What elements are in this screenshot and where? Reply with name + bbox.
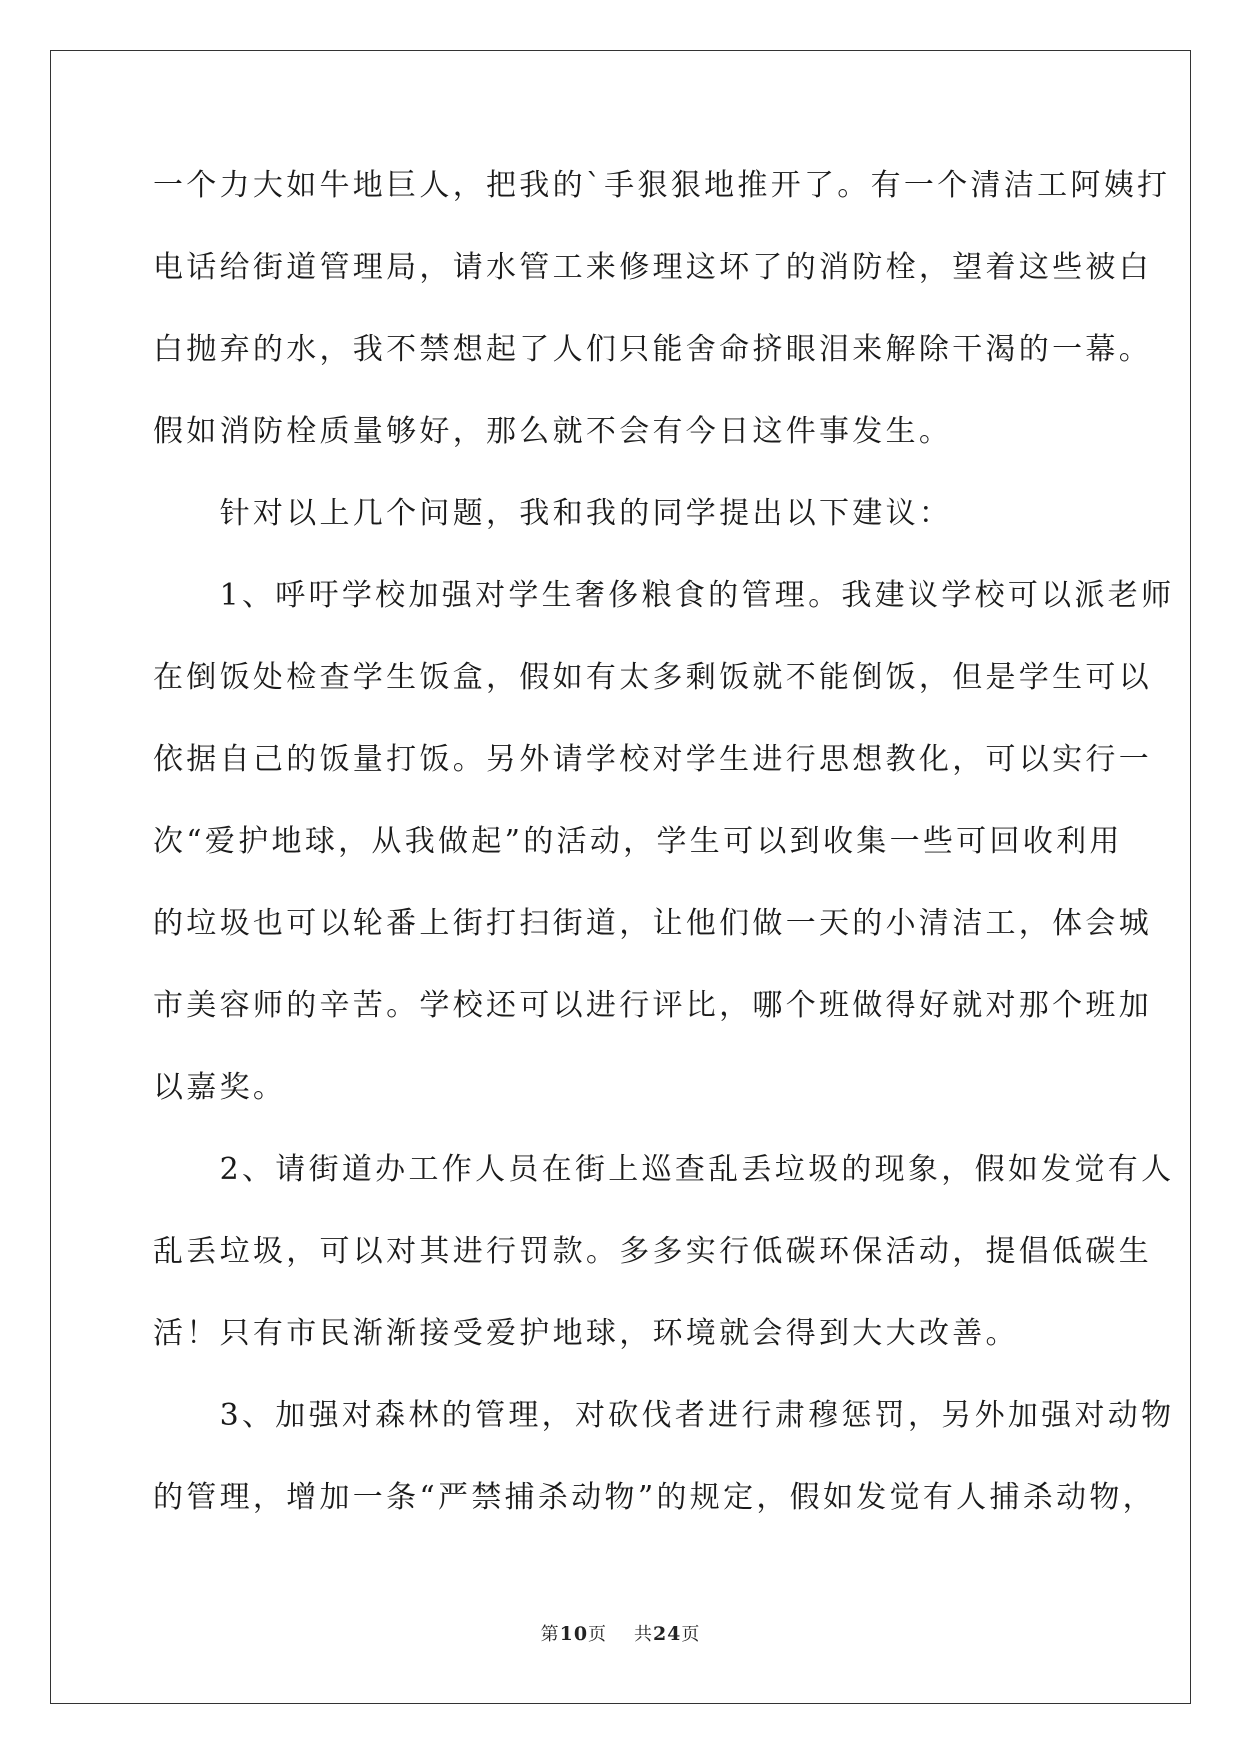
text-line: 电话给街道管理局，请水管工来修理这坏了的消防栓，望着这些被白 (153, 250, 1152, 285)
text-line: 一个力大如牛地巨人，把我的`手狠狠地推开了。有一个清洁工阿姨打 (153, 168, 1171, 203)
text-line: 的垃圾也可以轮番上街打扫街道，让他们做一天的小清洁工，体会城 (153, 906, 1152, 941)
text-line: 针对以上几个问题，我和我的同学提出以下建议： (153, 496, 953, 531)
text-line: 白抛弃的水，我不禁想起了人们只能舍命挤眼泪来解除干渴的一幕。 (153, 332, 1152, 367)
text-line: 次“爱护地球，从我做起”的活动，学生可以到收集一些可回收利用 (153, 824, 1123, 859)
text-line: 假如消防栓质量够好，那么就不会有今日这件事发生。 (153, 414, 953, 449)
text-line: 依据自己的饭量打饭。另外请学校对学生进行思想教化，可以实行一 (153, 742, 1152, 777)
total-suffix: 页 (681, 1624, 701, 1645)
text-line: 1、呼吁学校加强对学生奢侈粮食的管理。我建议学校可以派老师 (153, 578, 1175, 613)
total-prefix: 共 (633, 1624, 653, 1645)
page-prefix: 第 (540, 1624, 560, 1645)
text-line: 在倒饭处检查学生饭盒，假如有太多剩饭就不能倒饭，但是学生可以 (153, 660, 1152, 695)
document-body (153, 156, 1175, 1550)
text-line: 乱丢垃圾，可以对其进行罚款。多多实行低碳环保活动，提倡低碳生 (153, 1234, 1152, 1269)
text-line: 3、加强对森林的管理，对砍伐者进行肃穆惩罚，另外加强对动物 (153, 1398, 1175, 1433)
total-pages: 24 (652, 1623, 682, 1645)
text-line: 活！只有市民渐渐接受爱护地球，环境就会得到大大改善。 (153, 1316, 1019, 1351)
text-line: 2、请街道办工作人员在街上巡查乱丢垃圾的现象，假如发觉有人 (153, 1152, 1175, 1187)
page-suffix: 页 (588, 1624, 608, 1645)
page-number: 10 (559, 1623, 589, 1645)
text-line: 以嘉奖。 (153, 1070, 287, 1105)
page-footer (0, 1620, 1241, 1646)
text-line: 市美容师的辛苦。学校还可以进行评比，哪个班做得好就对那个班加 (153, 988, 1152, 1023)
text-line: 的管理，增加一条“严禁捕杀动物”的规定，假如发觉有人捕杀动物， (153, 1480, 1156, 1515)
